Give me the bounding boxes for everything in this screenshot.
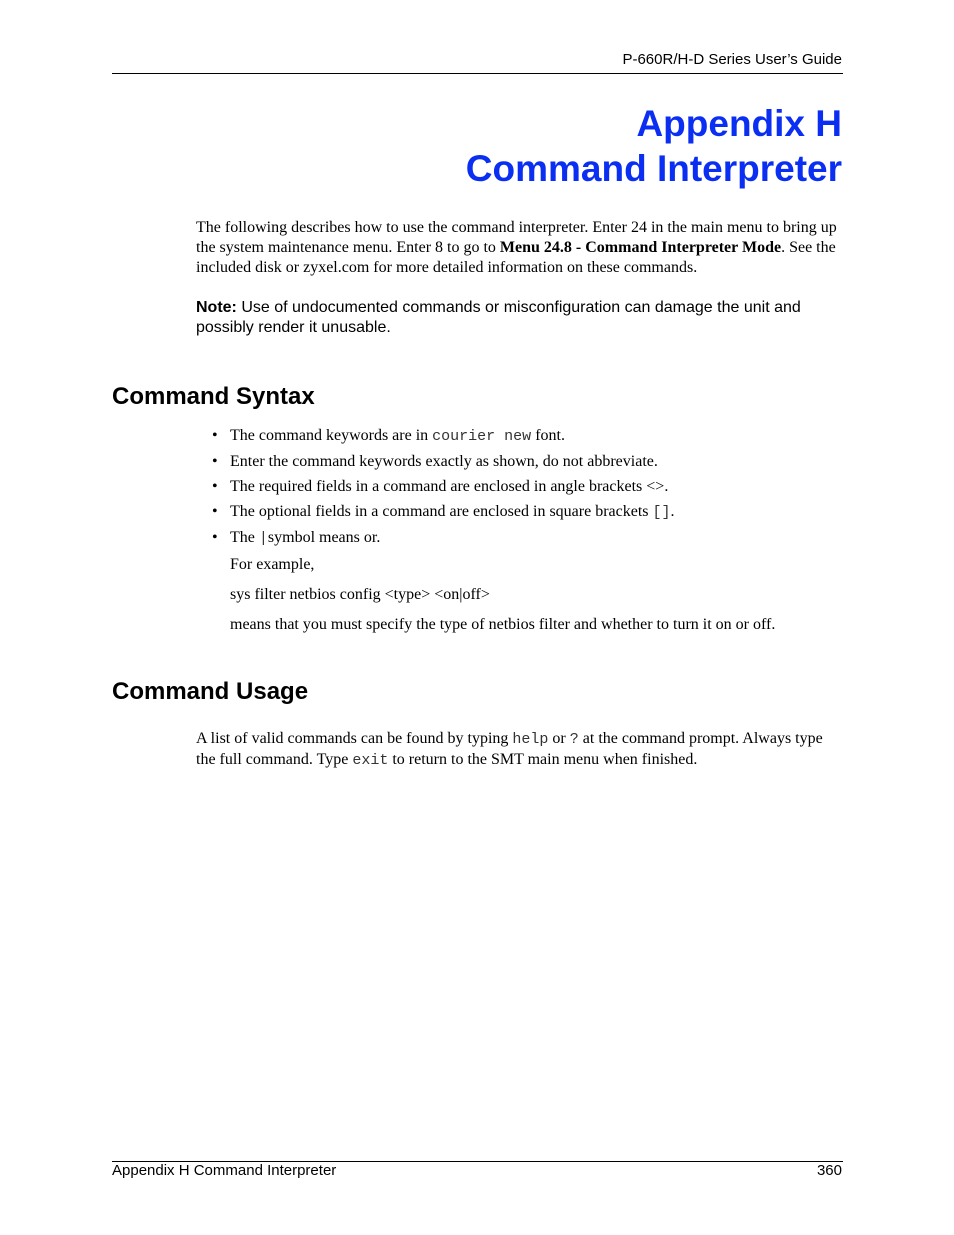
footer-page-number: 360 bbox=[816, 1162, 842, 1179]
list-item: • Enter the command keywords exactly as shown, do not abbreviate. bbox=[212, 453, 658, 470]
page-title bbox=[466, 101, 842, 191]
bullet-marker: • bbox=[212, 529, 218, 546]
list-item: • The required fields in a command are enclosed in angle brackets <>. bbox=[212, 478, 669, 495]
usage-paragraph: A list of valid commands can be found by typing help or ? at the command prompt. Always type the full command. Type exit to return to the SMT main menu when finished. bbox=[196, 730, 823, 769]
bullet-marker: • bbox=[212, 453, 218, 470]
title-line-1: Appendix H bbox=[636, 103, 842, 144]
header-rule bbox=[112, 73, 843, 74]
code-square-brackets: [] bbox=[652, 504, 671, 521]
heading-command-usage: Command Usage bbox=[112, 678, 309, 705]
code-question-mark: ? bbox=[569, 731, 579, 748]
code-pipe-symbol: | bbox=[258, 530, 268, 547]
code-help: help bbox=[512, 731, 549, 748]
title-line-2: Command Interpreter bbox=[465, 148, 842, 189]
intro-text-1: The following describes how to use the command interpreter. Enter 24 in the main menu to bring up the system maintenance menu. Enter 8 to go to bbox=[196, 219, 837, 256]
example-intro: For example, bbox=[230, 556, 315, 573]
bullet-marker: • bbox=[212, 427, 218, 444]
intro-paragraph bbox=[196, 218, 844, 278]
bullet-marker: • bbox=[212, 503, 218, 520]
example-command: sys filter netbios config <type> <on|off> bbox=[230, 586, 490, 603]
bullet-marker: • bbox=[212, 478, 218, 495]
intro-text-2: . See the included disk or zyxel.com for more detailed information on these commands. bbox=[196, 239, 836, 276]
example-explanation: means that you must specify the type of netbios filter and whether to turn it on or off. bbox=[230, 616, 776, 633]
note-label: Note: bbox=[196, 299, 237, 316]
code-exit: exit bbox=[352, 752, 389, 769]
syntax-bullet-list bbox=[212, 426, 842, 554]
list-item: • The optional fields in a command are enclosed in square brackets []. bbox=[212, 503, 675, 521]
note-text: Use of undocumented commands or misconfiguration can damage the unit and possibly render it unusable. bbox=[196, 299, 801, 336]
list-item: • The |symbol means or. bbox=[212, 529, 381, 547]
heading-command-syntax: Command Syntax bbox=[112, 383, 315, 410]
footer-chapter-title: Appendix H Command Interpreter bbox=[112, 1162, 337, 1179]
list-item: • The command keywords are in courier new font. bbox=[212, 427, 565, 445]
running-header: P-660R/H-D Series User’s Guide bbox=[622, 51, 842, 68]
code-courier-new: courier new bbox=[432, 428, 532, 445]
intro-menu-ref: Menu 24.8 - Command Interpreter Mode bbox=[499, 239, 782, 256]
note-paragraph bbox=[196, 298, 846, 338]
